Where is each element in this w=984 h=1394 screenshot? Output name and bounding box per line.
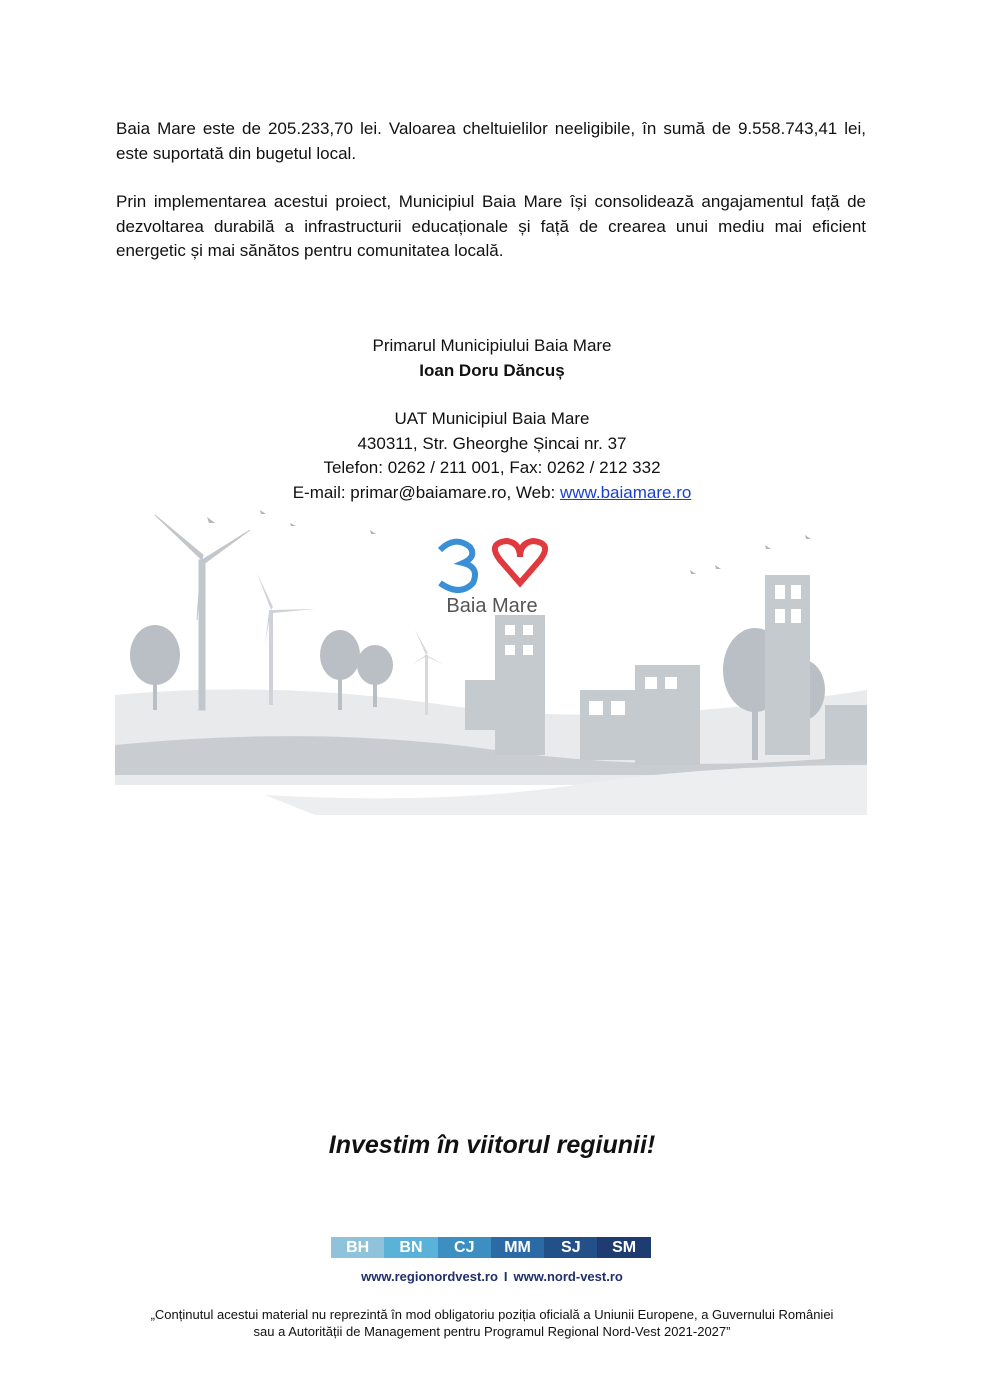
contact-email-web xyxy=(0,481,984,506)
county-bh: BH xyxy=(331,1237,384,1258)
web-link[interactable]: www.baiamare.ro xyxy=(559,482,692,502)
mayor-name: Ioan Doru Dăncuș xyxy=(419,360,565,380)
contact-block xyxy=(0,407,984,505)
signature-block xyxy=(0,334,984,383)
county-sj: SJ xyxy=(544,1237,597,1258)
county-sm: SM xyxy=(597,1237,650,1258)
footer-links xyxy=(0,1269,984,1284)
contact-phone: Telefon: 0262 / 211 001, Fax: 0262 / 212 332 xyxy=(323,458,661,477)
nord-vest-link[interactable]: www.nord-vest.ro xyxy=(513,1269,623,1284)
county-mm: MM xyxy=(491,1237,544,1258)
paragraph-commitment: Prin implementarea acestui proiect, Municipiul Baia Mare își consolidează angajamentul față de dezvoltarea durabilă a infrastructurii educaționale și față de crearea unui mediu mai eficient energetic și mai sănătos pentru comunitatea locală. xyxy=(116,192,866,260)
logo-mark-3 xyxy=(440,542,475,590)
logo-text: Baia Mare xyxy=(446,595,538,617)
county-bar xyxy=(331,1237,651,1258)
contact-org: UAT Municipiul Baia Mare xyxy=(394,409,590,428)
wind-turbine-icon xyxy=(155,515,250,710)
contact-address: 430311, Str. Gheorghe Șincai nr. 37 xyxy=(357,433,627,453)
slogan: Investim în viitorul regiunii! xyxy=(328,1131,656,1159)
paragraph-budget: Baia Mare este de 205.233,70 lei. Valoarea cheltuielilor neeligibile, în sumă de 9.558.743,41 lei, este suportată din bugetul local. xyxy=(116,119,866,163)
baia-mare-logo xyxy=(440,541,545,617)
logo-mark-heart xyxy=(495,541,545,583)
regionordvest-link[interactable]: www.regionordvest.ro xyxy=(361,1269,498,1284)
contact-email: E-mail: primar@baiamare.ro, Web: xyxy=(292,482,560,502)
wind-turbine-icon xyxy=(257,573,315,705)
eu-disclaimer: „Conținutul acestui material nu reprezintă în mod obligatoriu poziția oficială a Uniunii Europene, a Guvernului României sau a Autorității de Management pentru Programul Regional Nord-Vest 2021-2027” xyxy=(150,1307,834,1339)
county-bn: BN xyxy=(384,1237,437,1258)
mayor-title: Primarul Municipiului Baia Mare xyxy=(372,336,612,355)
city-illustration xyxy=(115,505,867,825)
county-cj: CJ xyxy=(438,1237,491,1258)
link-separator: I xyxy=(503,1269,508,1284)
